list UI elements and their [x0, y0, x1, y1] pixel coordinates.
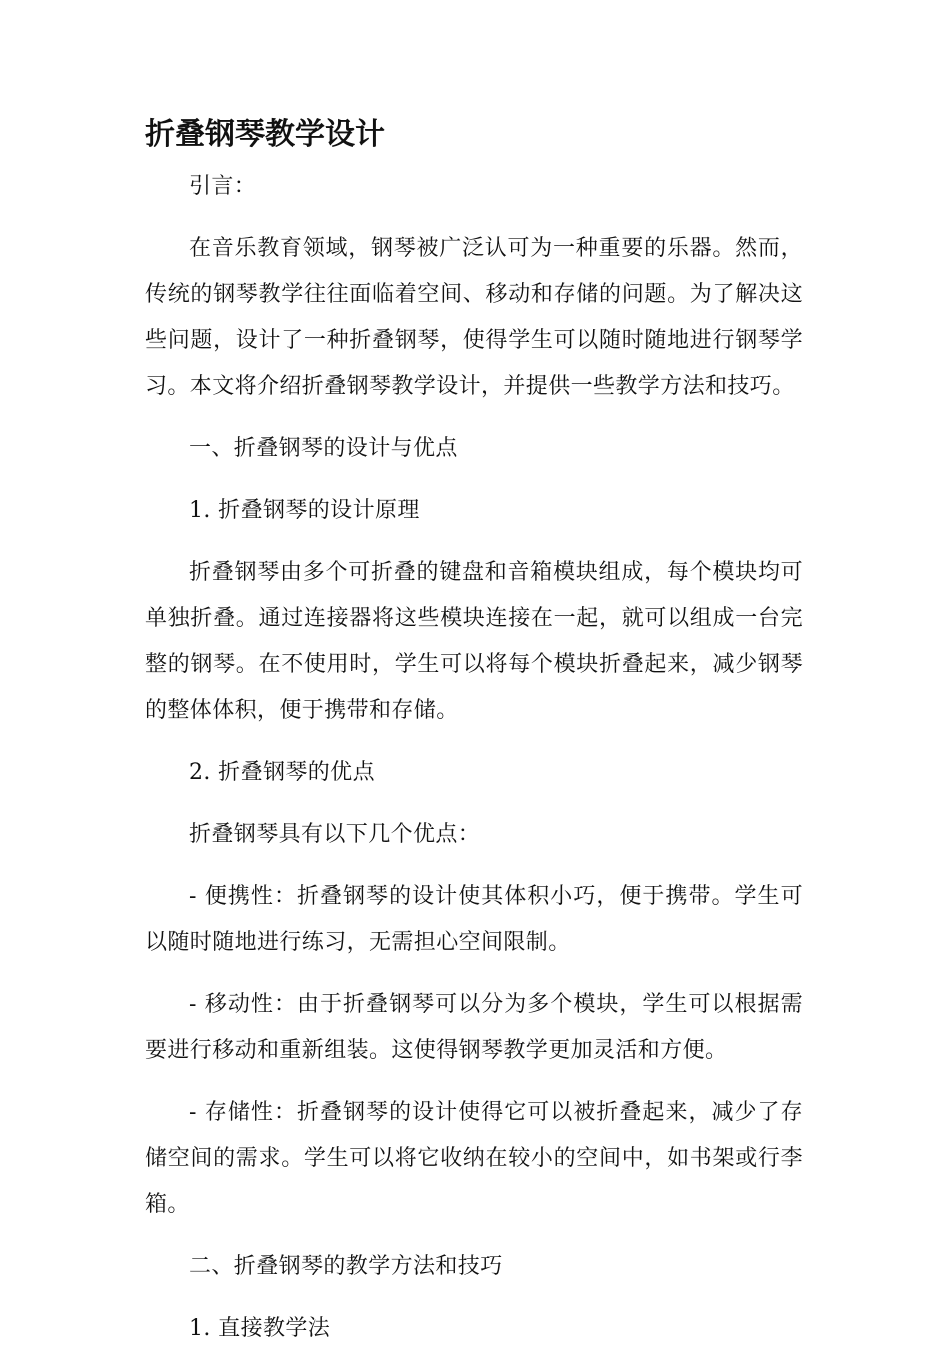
advantage-storage: - 存储性：折叠钢琴的设计使得它可以被折叠起来，减少了存储空间的需求。学生可以将它收纳在较小的空间中，如书架或行李箱。 [145, 1100, 803, 1217]
section1-sub1-paragraph: 折叠钢琴由多个可折叠的键盘和音箱模块组成，每个模块均可单独折叠。通过连接器将这些模块连接在一起，就可以组成一台完整的钢琴。在不使用时，学生可以将每个模块折叠起来，减少钢琴的整体体积，便于携带和存储。 [145, 560, 803, 723]
section2-sub1-heading: 1. 直接教学法 [189, 1316, 331, 1341]
document-body [145, 164, 803, 1368]
advantage-portability: - 便携性：折叠钢琴的设计使其体积小巧，便于携带。学生可以随时随地进行练习，无需担心空间限制。 [145, 884, 803, 955]
section1-sub2-intro: 折叠钢琴具有以下几个优点： [189, 822, 481, 847]
section1-sub2-heading: 2. 折叠钢琴的优点 [189, 760, 375, 785]
advantage-mobility: - 移动性：由于折叠钢琴可以分为多个模块，学生可以根据需要进行移动和重新组装。这使得钢琴教学更加灵活和方便。 [145, 992, 803, 1063]
document-title: 折叠钢琴教学设计 [145, 117, 385, 152]
section1-heading: 一、折叠钢琴的设计与优点 [189, 436, 458, 461]
intro-paragraph: 在音乐教育领域，钢琴被广泛认可为一种重要的乐器。然而，传统的钢琴教学往往面临着空间、移动和存储的问题。为了解决这些问题，设计了一种折叠钢琴，使得学生可以随时随地进行钢琴学习。本文将介绍折叠钢琴教学设计，并提供一些教学方法和技巧。 [145, 236, 803, 399]
section2-heading: 二、折叠钢琴的教学方法和技巧 [189, 1254, 503, 1279]
section1-sub1-heading: 1. 折叠钢琴的设计原理 [189, 498, 420, 523]
intro-label: 引言： [189, 174, 257, 199]
